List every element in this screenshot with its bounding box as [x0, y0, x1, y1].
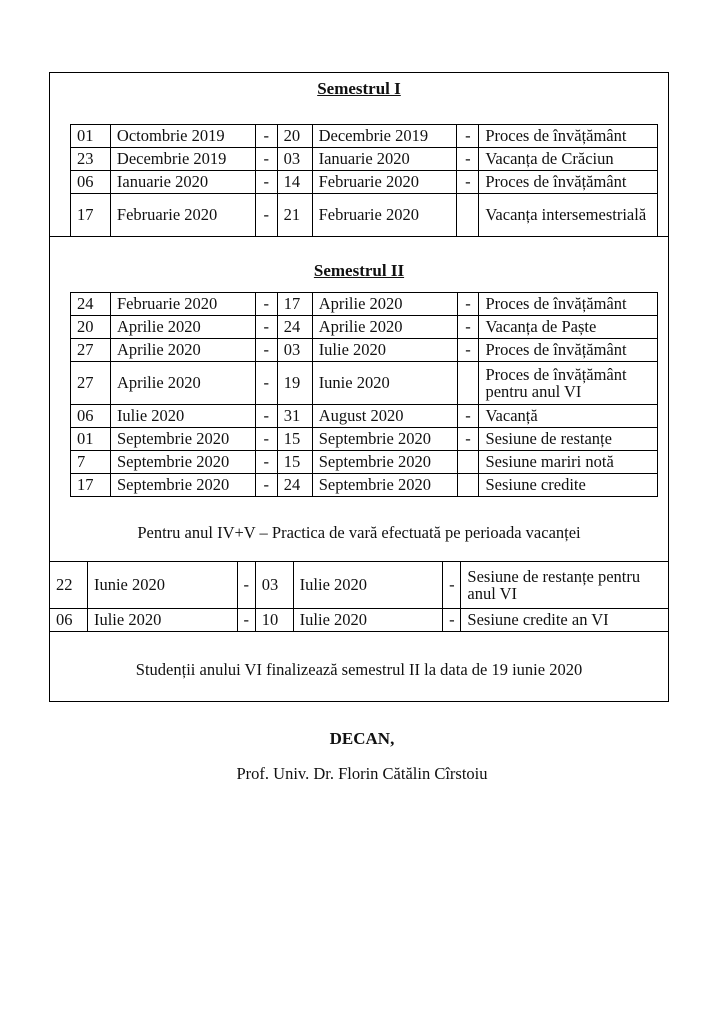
activity-cell: Proces de învățământ — [479, 293, 658, 316]
schedule-row — [71, 451, 658, 474]
range-dash-cell: - — [237, 562, 255, 609]
end-month-cell: August 2020 — [312, 405, 457, 428]
range-dash-cell: - — [255, 428, 277, 451]
start-day-cell: 27 — [71, 362, 111, 405]
start-month-cell: Octombrie 2019 — [110, 125, 255, 148]
schedule-row — [71, 148, 658, 171]
semester-2-table — [70, 292, 658, 497]
start-day-cell: 06 — [50, 609, 88, 632]
separator-dash-cell: - — [457, 405, 479, 428]
separator-dash-cell: - — [443, 609, 461, 632]
activity-cell: Sesiune mariri notă — [479, 451, 658, 474]
schedule-row — [71, 428, 658, 451]
semester-1-table — [70, 124, 658, 237]
activity-cell: Proces de învățământ — [479, 125, 658, 148]
start-day-cell: 27 — [71, 339, 111, 362]
range-dash-cell: - — [255, 362, 277, 405]
practice-note: Pentru anul IV+V – Practica de vară efectuată pe perioada vacanței — [137, 523, 581, 542]
start-day-cell: 06 — [71, 171, 111, 194]
start-day-cell: 17 — [71, 194, 111, 237]
start-day-cell: 17 — [71, 474, 111, 497]
end-day-cell: 03 — [277, 148, 312, 171]
schedule-row — [71, 339, 658, 362]
start-day-cell: 01 — [71, 125, 111, 148]
end-month-cell: Februarie 2020 — [312, 171, 457, 194]
activity-cell: Proces de învățământ — [479, 171, 658, 194]
start-day-cell: 20 — [71, 316, 111, 339]
separator-dash-cell: - — [457, 125, 479, 148]
end-month-cell: Februarie 2020 — [312, 194, 457, 237]
start-month-cell: Iulie 2020 — [110, 405, 255, 428]
end-month-cell: Aprilie 2020 — [312, 316, 457, 339]
separator-dash-cell — [457, 194, 479, 237]
end-month-cell: Septembrie 2020 — [312, 451, 457, 474]
activity-cell: Vacanță — [479, 405, 658, 428]
end-month-cell: Iulie 2020 — [312, 339, 457, 362]
range-dash-cell: - — [255, 339, 277, 362]
activity-cell: Proces de învățământ pentru anul VI — [479, 362, 658, 405]
start-month-cell: Ianuarie 2020 — [110, 171, 255, 194]
separator-dash-cell: - — [457, 428, 479, 451]
start-month-cell: Aprilie 2020 — [110, 316, 255, 339]
activity-cell: Sesiune de restanțe pentru anul VI — [461, 562, 669, 609]
range-dash-cell: - — [237, 609, 255, 632]
end-month-cell: Decembrie 2019 — [312, 125, 457, 148]
start-day-cell: 7 — [71, 451, 111, 474]
start-day-cell: 22 — [50, 562, 88, 609]
schedule-row — [50, 609, 669, 632]
semester-2-title: Semestrul II — [313, 261, 405, 280]
start-month-cell: Februarie 2020 — [110, 293, 255, 316]
end-month-cell: Iulie 2020 — [293, 562, 443, 609]
range-dash-cell: - — [255, 171, 277, 194]
separator-dash-cell: - — [457, 293, 479, 316]
end-day-cell: 20 — [277, 125, 312, 148]
end-day-cell: 15 — [277, 451, 312, 474]
end-day-cell: 14 — [277, 171, 312, 194]
start-day-cell: 06 — [71, 405, 111, 428]
range-dash-cell: - — [255, 405, 277, 428]
activity-cell: Sesiune de restanțe — [479, 428, 658, 451]
end-month-cell: Iunie 2020 — [312, 362, 457, 405]
range-dash-cell: - — [255, 125, 277, 148]
end-day-cell: 17 — [277, 293, 312, 316]
separator-dash-cell: - — [443, 562, 461, 609]
schedule-row — [71, 194, 658, 237]
section-divider — [50, 236, 668, 237]
end-month-cell: Iulie 2020 — [293, 609, 443, 632]
schedule-row — [71, 125, 658, 148]
calendar-frame — [49, 72, 669, 702]
activity-cell: Vacanța de Crăciun — [479, 148, 658, 171]
schedule-row — [71, 474, 658, 497]
start-day-cell: 01 — [71, 428, 111, 451]
start-month-cell: Decembrie 2019 — [110, 148, 255, 171]
end-day-cell: 03 — [277, 339, 312, 362]
activity-cell: Sesiune credite an VI — [461, 609, 669, 632]
activity-cell: Vacanța intersemestrială — [479, 194, 658, 237]
start-day-cell: 23 — [71, 148, 111, 171]
end-month-cell: Septembrie 2020 — [312, 428, 457, 451]
end-day-cell: 10 — [255, 609, 293, 632]
separator-dash-cell: - — [457, 148, 479, 171]
end-day-cell: 21 — [277, 194, 312, 237]
end-day-cell: 31 — [277, 405, 312, 428]
range-dash-cell: - — [255, 451, 277, 474]
start-month-cell: Aprilie 2020 — [110, 362, 255, 405]
separator-dash-cell: - — [457, 316, 479, 339]
dean-title: DECAN, — [329, 729, 395, 748]
end-month-cell: Septembrie 2020 — [312, 474, 457, 497]
range-dash-cell: - — [255, 316, 277, 339]
final-note: Studenții anului VI finalizează semestrul II la data de 19 iunie 2020 — [135, 660, 583, 679]
start-month-cell: Iunie 2020 — [87, 562, 237, 609]
range-dash-cell: - — [255, 194, 277, 237]
end-day-cell: 03 — [255, 562, 293, 609]
schedule-row — [71, 316, 658, 339]
separator-dash-cell: - — [457, 171, 479, 194]
range-dash-cell: - — [255, 148, 277, 171]
end-day-cell: 24 — [277, 316, 312, 339]
end-month-cell: Aprilie 2020 — [312, 293, 457, 316]
schedule-row — [71, 293, 658, 316]
schedule-row — [50, 562, 669, 609]
schedule-row — [71, 405, 658, 428]
start-month-cell: Aprilie 2020 — [110, 339, 255, 362]
resit-table — [49, 561, 669, 632]
separator-dash-cell: - — [457, 339, 479, 362]
separator-dash-cell — [457, 362, 479, 405]
start-month-cell: Iulie 2020 — [87, 609, 237, 632]
start-month-cell: Februarie 2020 — [110, 194, 255, 237]
dean-name: Prof. Univ. Dr. Florin Cătălin Cîrstoiu — [236, 764, 488, 783]
start-day-cell: 24 — [71, 293, 111, 316]
separator-dash-cell — [457, 451, 479, 474]
start-month-cell: Septembrie 2020 — [110, 474, 255, 497]
end-day-cell: 24 — [277, 474, 312, 497]
end-month-cell: Ianuarie 2020 — [312, 148, 457, 171]
activity-cell: Sesiune credite — [479, 474, 658, 497]
end-day-cell: 19 — [277, 362, 312, 405]
range-dash-cell: - — [255, 293, 277, 316]
separator-dash-cell — [457, 474, 479, 497]
start-month-cell: Septembrie 2020 — [110, 428, 255, 451]
activity-cell: Vacanța de Paște — [479, 316, 658, 339]
schedule-row — [71, 362, 658, 405]
start-month-cell: Septembrie 2020 — [110, 451, 255, 474]
semester-1-title: Semestrul I — [317, 79, 401, 98]
activity-cell: Proces de învățământ — [479, 339, 658, 362]
schedule-row — [71, 171, 658, 194]
range-dash-cell: - — [255, 474, 277, 497]
end-day-cell: 15 — [277, 428, 312, 451]
